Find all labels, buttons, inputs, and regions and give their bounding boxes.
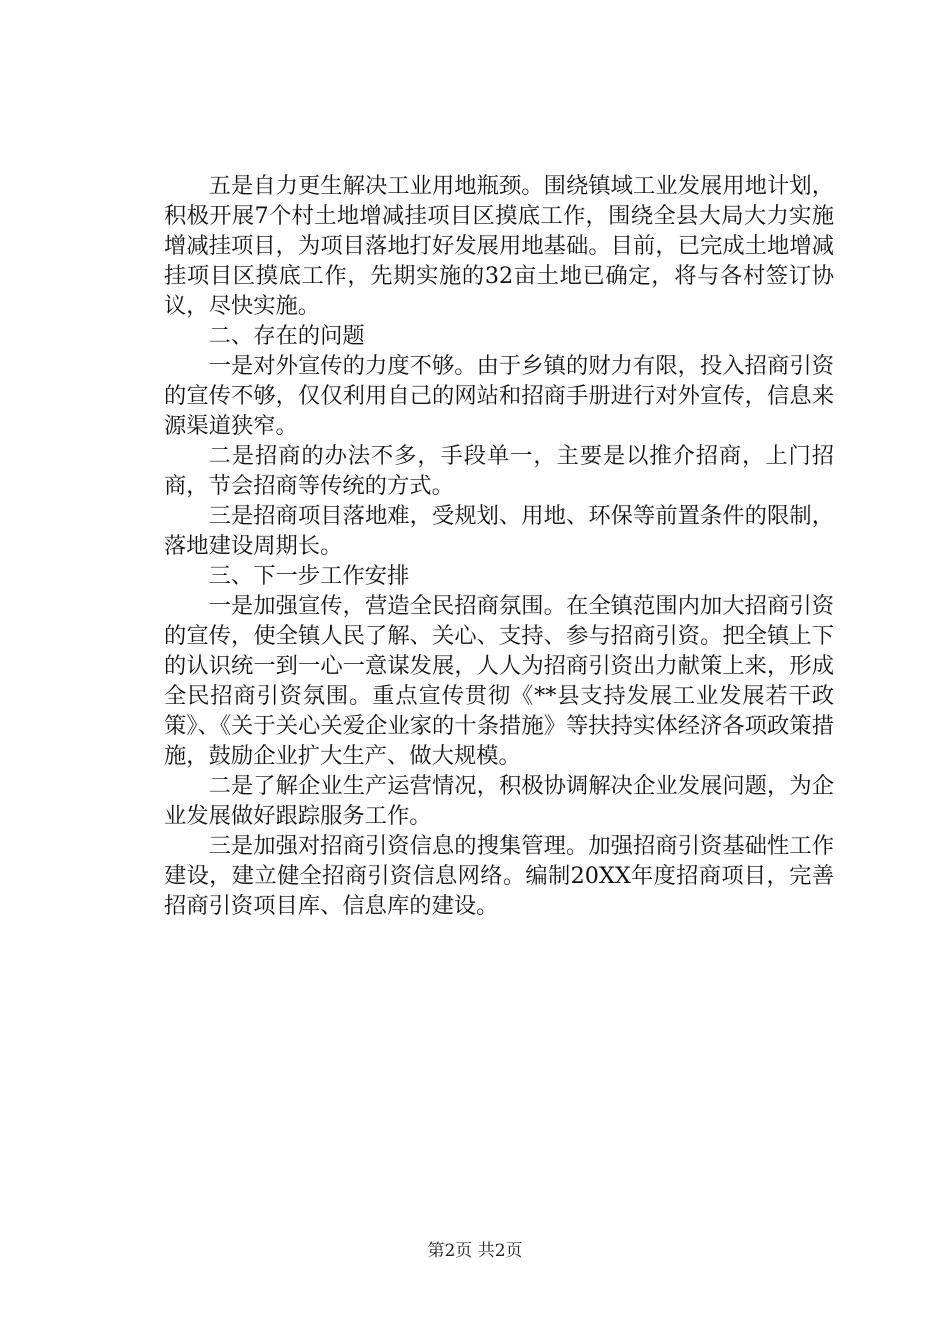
document-body — [164, 171, 834, 921]
paragraph-problem-landing: 三是招商项目落地难，受规划、用地、环保等前置条件的限制，落地建设周期长。 — [164, 503, 834, 559]
page-number-footer: 第2页 共2页 — [427, 1241, 523, 1261]
paragraph-next-information: 三是加强对招商引资信息的搜集管理。加强招商引资基础性工作建设，建立健全招商引资信息网络。编制20XX年度招商项目，完善招商引资项目库、信息库的建设。 — [164, 833, 834, 919]
paragraph-next-enterprise-service: 二是了解企业生产运营情况，积极协调解决企业发展问题，为企业发展做好跟踪服务工作。 — [164, 773, 834, 829]
paragraph-industrial-land: 五是自力更生解决工业用地瓶颈。围绕镇域工业发展用地计划，积极开展7个村土地增减挂项目区摸底工作，围绕全县大局大力实施增减挂项目，为项目落地打好发展用地基础。目前，已完成土地增减挂项目区摸底工作，先期实施的32亩土地已确定，将与各村签订协议，尽快实施。 — [164, 173, 834, 319]
paragraph-problem-methods: 二是招商的办法不多，手段单一，主要是以推介招商，上门招商，节会招商等传统的方式。 — [164, 443, 834, 499]
section-heading-problems: 二、存在的问题 — [208, 323, 365, 349]
paragraph-next-publicity: 一是加强宣传，营造全民招商氛围。在全镇范围内加大招商引资的宣传，使全镇人民了解、关心、支持、参与招商引资。把全镇上下的认识统一到一心一意谋发展，人人为招商引资出力献策上来，形成全民招商引资氛围。重点宣传贯彻《**县支持发展工业发展若干政策》、《关于关心关爱企业家的十条措施》等扶持实体经济各项政策措施，鼓励企业扩大生产、做大规模。 — [164, 593, 834, 769]
paragraph-problem-publicity: 一是对外宣传的力度不够。由于乡镇的财力有限，投入招商引资的宣传不够，仅仅利用自己的网站和招商手册进行对外宣传，信息来源渠道狭窄。 — [164, 353, 834, 439]
section-heading-next-steps: 三、下一步工作安排 — [208, 563, 410, 589]
